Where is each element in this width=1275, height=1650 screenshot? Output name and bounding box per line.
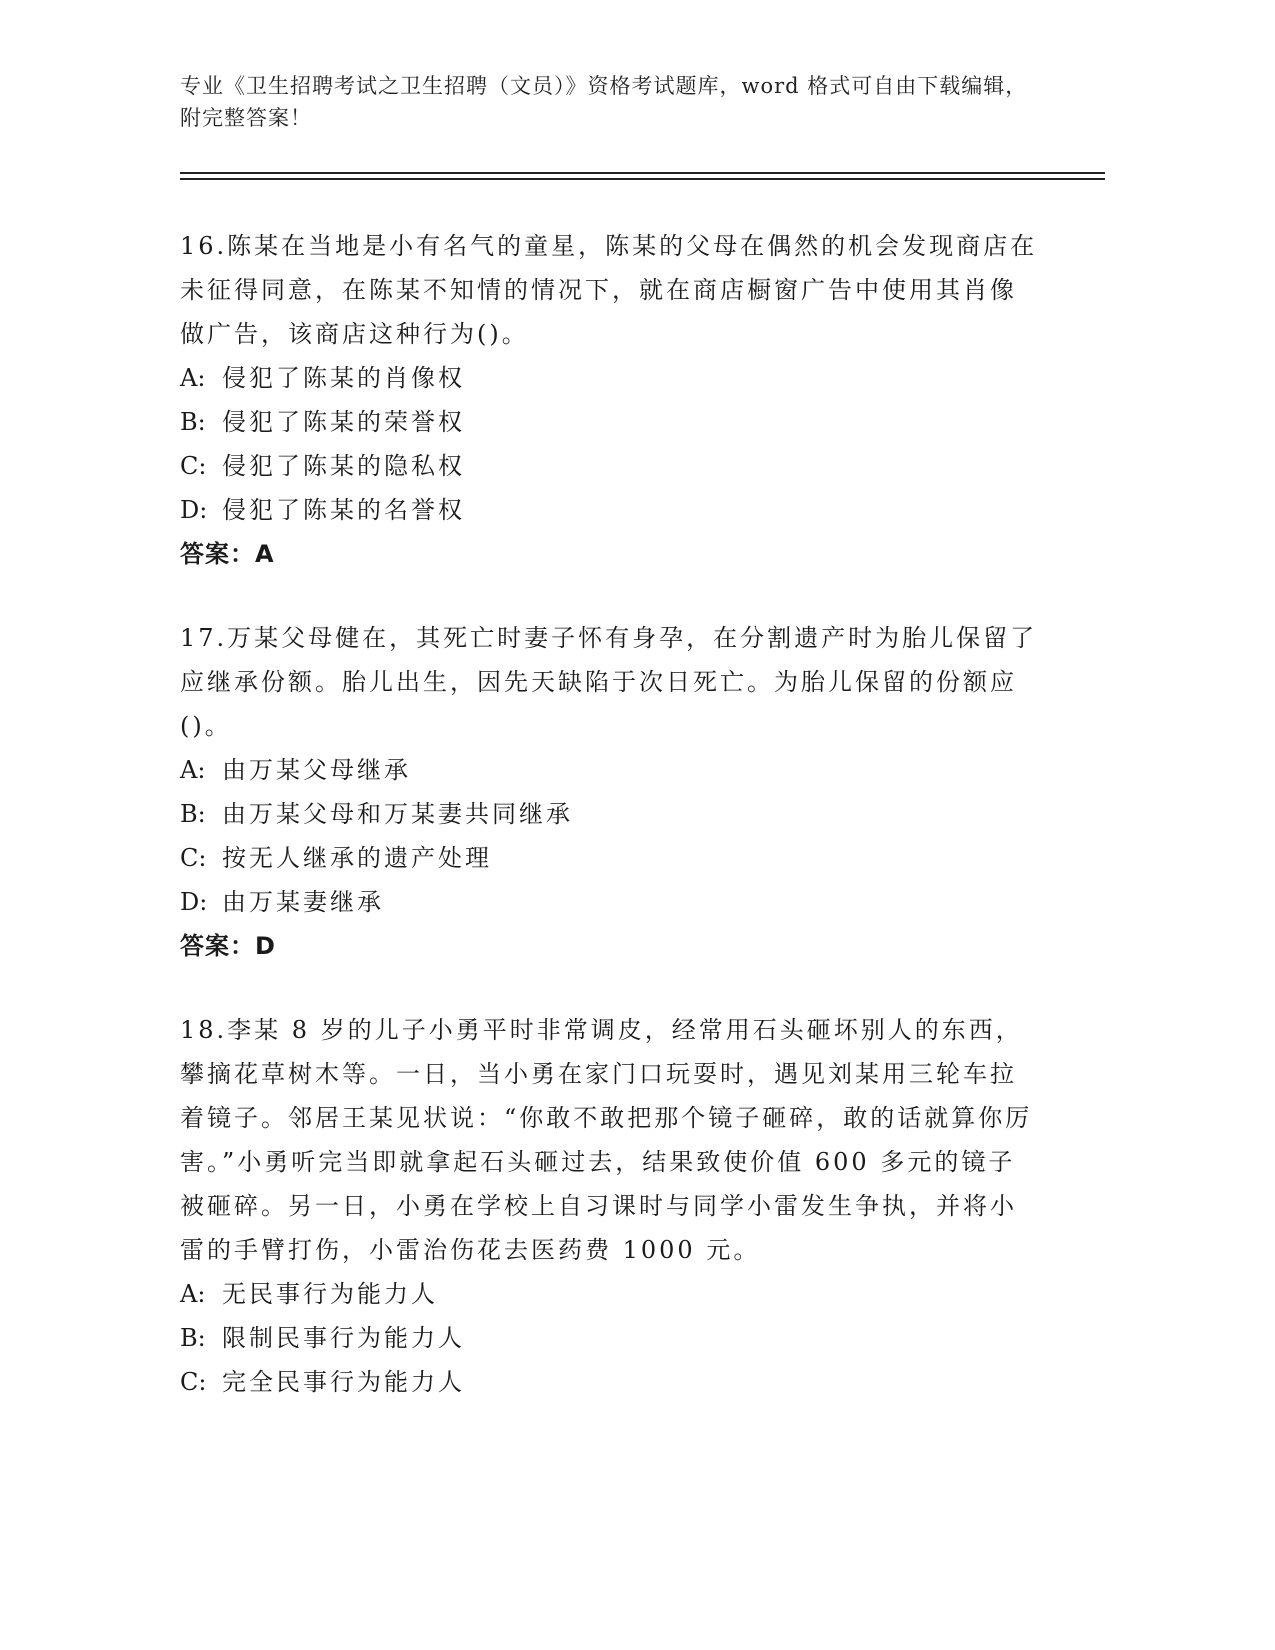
option-text: 由万某父母和万某妻共同继承	[222, 800, 573, 828]
question-16	[180, 224, 1040, 576]
option-a	[180, 356, 1040, 400]
document-header: 专业《卫生招聘考试之卫生招聘（文员）》资格考试题库，word 格式可自由下载编辑，附完整答案！	[180, 74, 1028, 130]
option-a	[180, 748, 1040, 792]
option-letter: B:	[180, 1324, 206, 1352]
option-text: 由万某妻继承	[222, 888, 384, 916]
option-c	[180, 836, 1040, 880]
option-letter: D:	[180, 888, 208, 916]
option-c	[180, 1360, 1040, 1404]
question-stem: 17.万某父母健在，其死亡时妻子怀有身孕，在分割遗产时为胎儿保留了应继承份额。胎儿出生，因先天缺陷于次日死亡。为胎儿保留的份额应()。	[180, 624, 1038, 740]
option-text: 侵犯了陈某的名誉权	[222, 496, 465, 524]
option-text: 无民事行为能力人	[222, 1280, 438, 1308]
option-letter: C:	[180, 452, 207, 480]
option-text: 由万某父母继承	[222, 756, 411, 784]
option-letter: A:	[180, 756, 206, 784]
question-17	[180, 616, 1040, 968]
option-b	[180, 792, 1040, 836]
option-letter: C:	[180, 844, 207, 872]
option-d	[180, 488, 1040, 532]
option-b	[180, 400, 1040, 444]
option-letter: A:	[180, 364, 206, 392]
option-text: 限制民事行为能力人	[222, 1324, 465, 1352]
option-letter: B:	[180, 800, 206, 828]
option-text: 侵犯了陈某的隐私权	[222, 452, 465, 480]
answer-line: 答案：A	[180, 540, 275, 568]
option-c	[180, 444, 1040, 488]
option-letter: B:	[180, 408, 206, 436]
question-stem: 18.李某 8 岁的儿子小勇平时非常调皮，经常用石头砸坏别人的东西，攀摘花草树木等。一日，当小勇在家门口玩耍时，遇见刘某用三轮车拉着镜子。邻居王某见状说：“你敢不敢把那个镜子砸碎，敢的话就算你厉害。”小勇听完当即就拿起石头砸过去，结果致使价值 600 多元的镜子被砸碎。另一日，小勇在学校上自习课时与同学小雷发生争执，并将小雷的手臂打伤，小雷治伤花去医药费 1000 元。	[180, 1016, 1033, 1264]
question-18	[180, 1008, 1040, 1404]
option-text: 按无人继承的遗产处理	[222, 844, 492, 872]
answer-line: 答案：D	[180, 932, 276, 960]
option-letter: D:	[180, 496, 208, 524]
option-a	[180, 1272, 1040, 1316]
header-divider-top	[180, 172, 1105, 174]
option-text: 完全民事行为能力人	[222, 1368, 465, 1396]
option-b	[180, 1316, 1040, 1360]
option-letter: A:	[180, 1280, 206, 1308]
header-divider-bottom	[180, 178, 1105, 180]
option-letter: C:	[180, 1368, 207, 1396]
option-text: 侵犯了陈某的肖像权	[222, 364, 465, 392]
option-d	[180, 880, 1040, 924]
option-text: 侵犯了陈某的荣誉权	[222, 408, 465, 436]
question-stem: 16.陈某在当地是小有名气的童星，陈某的父母在偶然的机会发现商店在未征得同意，在陈某不知情的情况下，就在商店橱窗广告中使用其肖像做广告，该商店这种行为()。	[180, 232, 1038, 348]
